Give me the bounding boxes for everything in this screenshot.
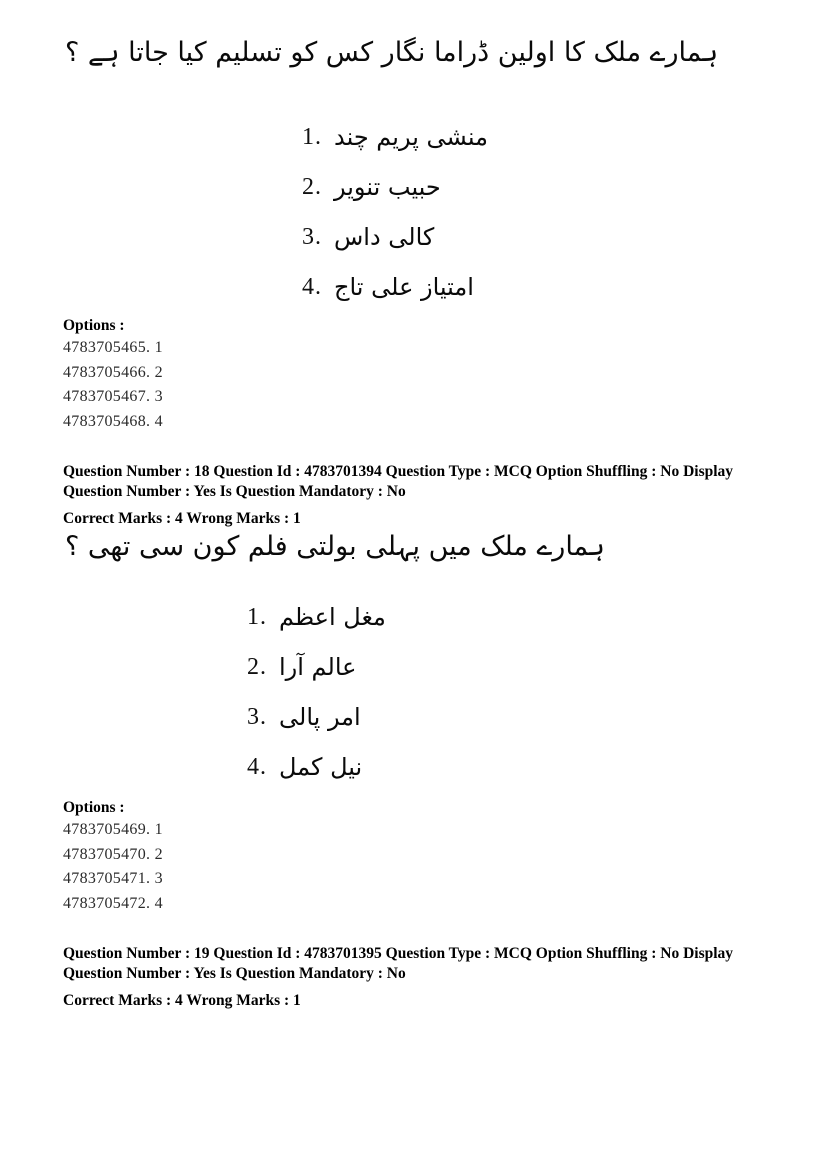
option-id-row: 4783705468. 4 (63, 412, 163, 430)
choice-text: امر پالی (279, 703, 361, 731)
question-meta-line: Question Number : 19 Question Id : 4783701395 Question Type : MCQ Option Shuffling : No Display Question Number : Yes Is Question Mandatory : No (63, 945, 734, 982)
choice-number: 3. (302, 223, 322, 250)
option-id-row: 4783705471. 3 (63, 870, 163, 887)
question-meta-line: Question Number : 18 Question Id : 4783701394 Question Type : MCQ Option Shuffling : No Display Question Number : Yes Is Question Mandatory : No (63, 463, 734, 500)
choice-row (302, 162, 488, 212)
choice-text: کالی داس (334, 223, 435, 251)
options-label: Options : (63, 317, 125, 334)
option-id-row: 4783705469. 1 (63, 821, 163, 838)
choice-number: 1. (302, 123, 322, 150)
options-label: Options : (63, 799, 125, 816)
choice-row (247, 592, 386, 642)
question-meta-block-18 (63, 462, 775, 529)
choice-number: 2. (302, 173, 322, 200)
choice-row (247, 642, 386, 692)
option-id-row: 4783705472. 4 (63, 894, 163, 912)
choice-list-2 (247, 592, 386, 792)
marks-line: Correct Marks : 4 Wrong Marks : 1 (63, 992, 301, 1009)
choice-number: 4. (247, 753, 267, 780)
choice-number: 2. (247, 653, 267, 680)
option-id-row: 4783705470. 2 (63, 845, 163, 863)
choice-row (302, 212, 488, 262)
option-id-row: 4783705466. 2 (63, 363, 163, 381)
question-meta-block-19 (63, 944, 775, 1011)
choice-row (302, 112, 488, 162)
choice-text: حبیب تنویر (334, 173, 441, 201)
options-block-1 (63, 315, 163, 434)
choice-number: 4. (302, 273, 322, 300)
option-id-row: 4783705465. 1 (63, 339, 163, 356)
option-id-row: 4783705467. 3 (63, 388, 163, 405)
marks-line: Correct Marks : 4 Wrong Marks : 1 (63, 510, 301, 527)
choice-row (247, 742, 386, 792)
choice-number: 1. (247, 603, 267, 630)
choice-text: منشی پریم چند (334, 123, 489, 151)
choice-row (247, 692, 386, 742)
question-text-urdu-2: ہمارے ملک میں پہلی بولتی فلم کون سی تھی ؟ (65, 531, 605, 562)
options-block-2 (63, 797, 163, 916)
choice-number: 3. (247, 703, 267, 730)
choice-text: مغل اعظم (279, 603, 386, 631)
choice-text: نیل کمل (279, 753, 363, 781)
choice-row (302, 262, 488, 312)
question-text-urdu-1: ہمارے ملک کا اولین ڈراما نگار کس کو تسلیم کیا جاتا ہے ؟ (65, 37, 719, 68)
choice-list-1 (302, 112, 488, 312)
choice-text: امتیاز علی تاج (334, 273, 474, 301)
choice-text: عالم آرا (279, 653, 357, 681)
